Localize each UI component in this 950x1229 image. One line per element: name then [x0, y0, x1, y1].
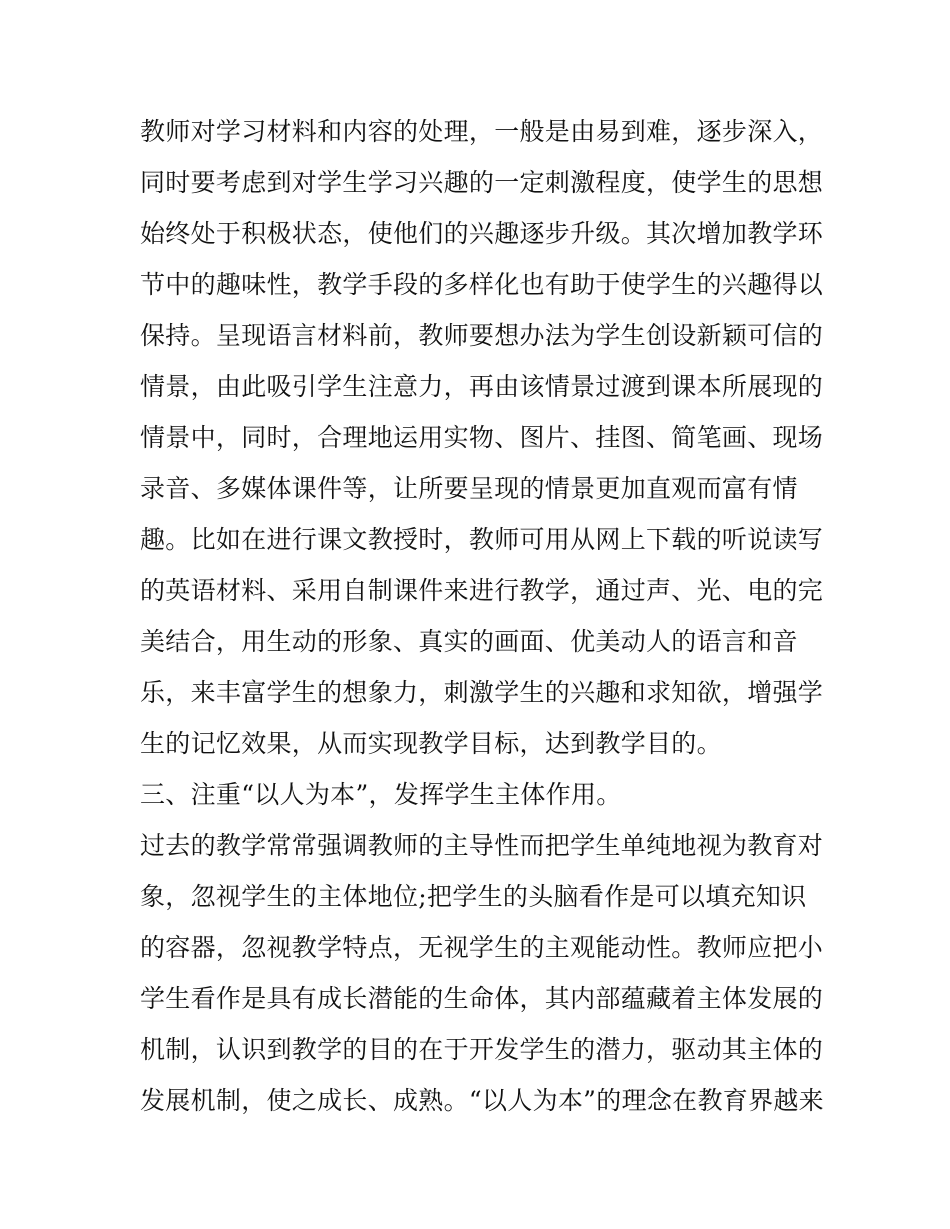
text-line: 录音、多媒体课件等，让所要呈现的情景更加直观而富有情	[140, 474, 798, 503]
text-line: 情景，由此吸引学生注意力，再由该情景过渡到课本所展现的	[140, 372, 824, 401]
text-line: 的容器，忽视教学特点，无视学生的主观能动性。教师应把小	[140, 933, 824, 962]
text-line: 美结合，用生动的形象、真实的画面、优美动人的语言和音	[140, 627, 798, 656]
text-body	[140, 106, 824, 1126]
text-line: 教师对学习材料和内容的处理，一般是由易到难，逐步深入，	[140, 117, 824, 146]
section-heading: 三、注重“以人为本”，发挥学生主体作用。	[140, 780, 622, 809]
text-line: 节中的趣味性，教学手段的多样化也有助于使学生的兴趣得以	[140, 270, 824, 299]
text-line: 机制，认识到教学的目的在于开发学生的潜力，驱动其主体的	[140, 1035, 824, 1064]
text-line: 生的记忆效果，从而实现教学目标，达到教学目的。	[140, 729, 722, 758]
text-line: 发展机制，使之成长、成熟。“以人为本”的理念在教育界越来	[140, 1086, 824, 1115]
text-line: 过去的教学常常强调教师的主导性而把学生单纯地视为教育对	[140, 831, 824, 860]
text-line: 保持。呈现语言材料前，教师要想办法为学生创设新颖可信的	[140, 321, 824, 350]
text-line: 的英语材料、采用自制课件来进行教学，通过声、光、电的完	[140, 576, 824, 605]
text-line: 情景中，同时，合理地运用实物、图片、挂图、简笔画、现场	[140, 423, 824, 452]
text-line: 同时要考虑到对学生学习兴趣的一定刺激程度，使学生的思想	[140, 168, 824, 197]
text-line: 学生看作是具有成长潜能的生命体，其内部蕴藏着主体发展的	[140, 984, 824, 1013]
text-line: 象，忽视学生的主体地位;把学生的头脑看作是可以填充知识	[140, 882, 807, 911]
text-line: 始终处于积极状态，使他们的兴趣逐步升级。其次增加教学环	[140, 219, 824, 248]
text-line: 乐，来丰富学生的想象力，刺激学生的兴趣和求知欲，增强学	[140, 678, 824, 707]
text-line: 趣。比如在进行课文教授时，教师可用从网上下载的听说读写	[140, 525, 824, 554]
